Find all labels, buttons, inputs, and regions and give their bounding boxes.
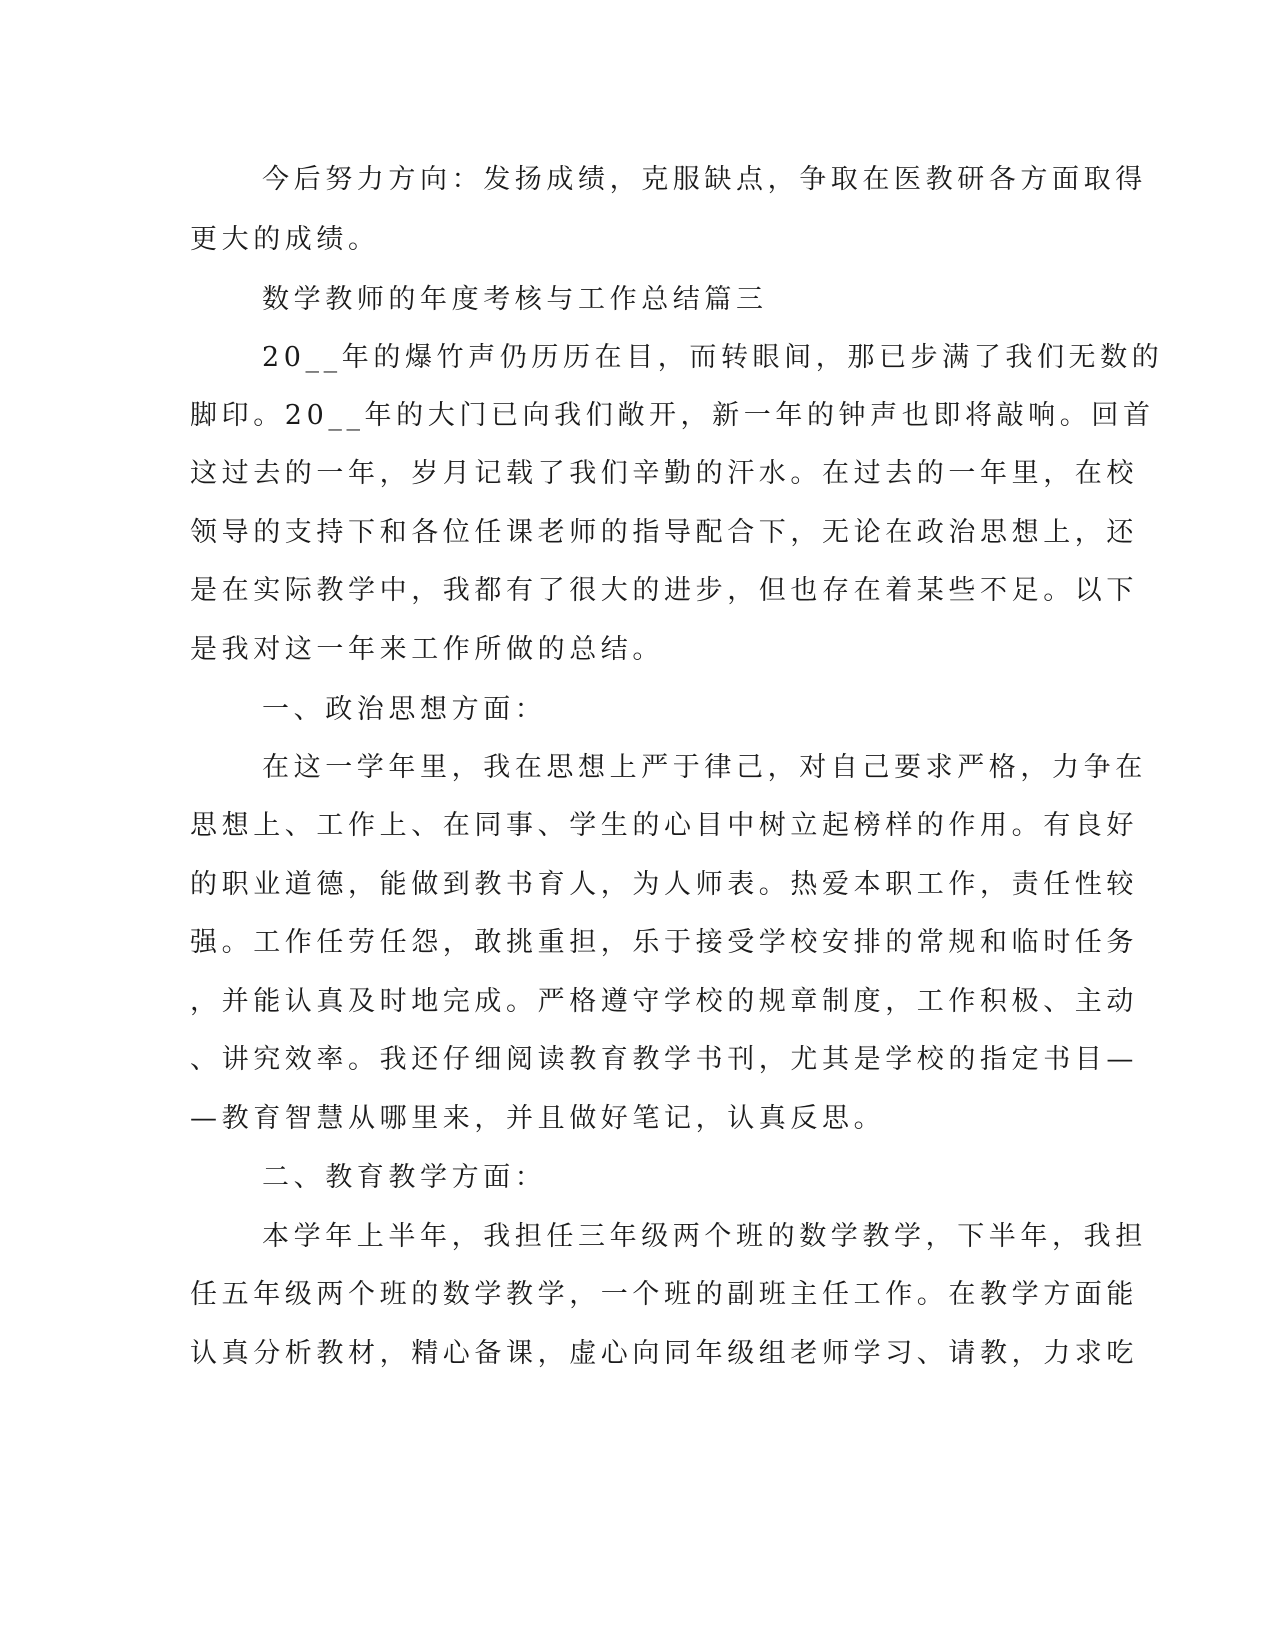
paragraph-line: 今后努力方向：发扬成绩，克服缺点，争取在医教研各方面取得 <box>262 164 1147 195</box>
paragraph-line: 领导的支持下和各位任课老师的指导配合下，无论在政治思想上，还 <box>190 517 1138 548</box>
paragraph-line: 是在实际教学中，我都有了很大的进步，但也存在着某些不足。以下 <box>190 575 1138 606</box>
paragraph-line: 是我对这一年来工作所做的总结。 <box>190 634 664 665</box>
paragraph-line: 的职业道德，能做到教书育人，为人师表。热爱本职工作，责任性较 <box>190 869 1138 900</box>
paragraph-line: 这过去的一年，岁月记载了我们辛勤的汗水。在过去的一年里，在校 <box>190 458 1138 489</box>
paragraph-line: —教育智慧从哪里来，并且做好笔记，认真反思。 <box>190 1103 886 1134</box>
paragraph-line: 任五年级两个班的数学教学，一个班的副班主任工作。在教学方面能 <box>190 1279 1138 1310</box>
paragraph-line: 在这一学年里，我在思想上严于律己，对自己要求严格，力争在 <box>262 752 1147 783</box>
paragraph-line: 思想上、工作上、在同事、学生的心目中树立起榜样的作用。有良好 <box>190 810 1138 841</box>
paragraph-line: 20__年的爆竹声仍历历在目，而转眼间，那已步满了我们无数的 <box>262 342 1164 373</box>
section-title: 数学教师的年度考核与工作总结篇三 <box>262 284 768 315</box>
paragraph-line: 、讲究效率。我还仔细阅读教育教学书刊，尤其是学校的指定书目— <box>190 1044 1138 1075</box>
paragraph-line: ，并能认真及时地完成。严格遵守学校的规章制度，工作积极、主动 <box>190 986 1138 1017</box>
section-heading: 一、政治思想方面： <box>262 694 547 725</box>
paragraph-line: 脚印。20__年的大门已向我们敞开，新一年的钟声也即将敲响。回首 <box>190 400 1155 431</box>
paragraph-line: 本学年上半年，我担任三年级两个班的数学教学，下半年，我担 <box>262 1221 1147 1252</box>
paragraph-line: 强。工作任劳任怨，敢挑重担，乐于接受学校安排的常规和临时任务 <box>190 927 1138 958</box>
paragraph-line: 更大的成绩。 <box>190 224 380 255</box>
section-heading: 二、教育教学方面： <box>262 1162 547 1193</box>
paragraph-line: 认真分析教材，精心备课，虚心向同年级组老师学习、请教，力求吃 <box>190 1338 1138 1369</box>
